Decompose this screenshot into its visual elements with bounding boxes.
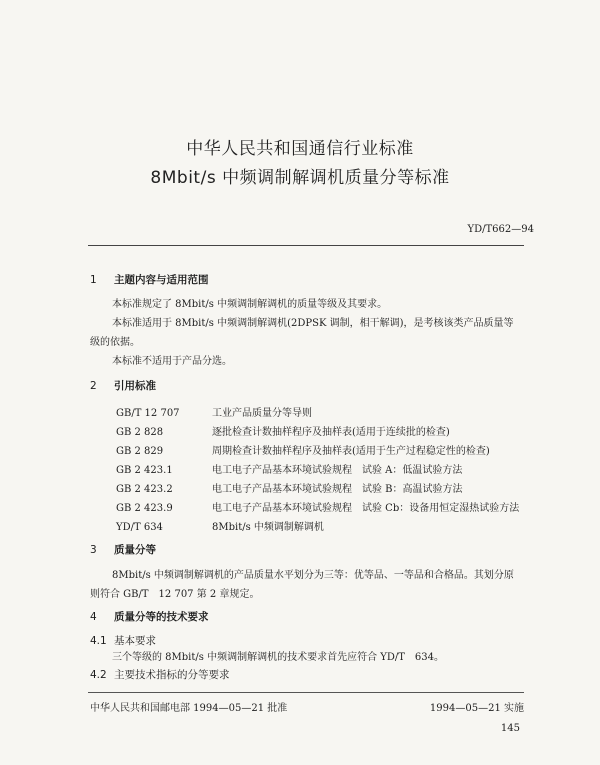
approval-note: 中华人民共和国邮电部 1994—05—21 批准 [90, 703, 288, 714]
reference-code: GB 2 423.2 [116, 484, 173, 495]
reference-text: 逐批检查计数抽样程序及抽样表(适用于连续批的检查) [212, 427, 450, 438]
section-3-para-1: 8Mbit/s 中频调制解调机的产品质量水平划分为三等：优等品、一等品和合格品。其划分原则符合 GB/T 12 707 第 2 章规定。 [90, 570, 514, 600]
reference-text: 周期检查计数抽样程序及抽样表(适用于生产过程稳定性的检查) [212, 446, 490, 457]
section-2-title: 引用标准 [114, 380, 156, 392]
reference-item [116, 461, 462, 476]
section-1-para-2: 本标准适用于 8Mbit/s 中频调制解调机(2DPSK 调制，相干解调)，是考核该类产品质量等级的依据。 [90, 318, 514, 348]
section-1-title: 主题内容与适用范围 [114, 274, 209, 286]
reference-text: 电工电子产品基本环境试验规程 试验 Cb：设备用恒定湿热试验方法 [212, 503, 520, 514]
document-number: YD/T662—94 [467, 224, 534, 235]
section-3-heading [90, 542, 156, 557]
reference-text: 工业产品质量分等导则 [212, 408, 312, 419]
subsection-4-1-para: 三个等级的 8Mbit/s 中频调制解调机的技术要求首先应符合 YD/T 634。 [112, 652, 445, 663]
section-4-number: 4 [90, 611, 97, 623]
subsection-4-1-number: 4.1 [90, 635, 107, 647]
section-4-heading [90, 609, 209, 624]
reference-item [116, 480, 463, 495]
section-1-para-1: 本标准规定了 8Mbit/s 中频调制解调机的质量等级及其要求。 [112, 299, 388, 310]
reference-item [116, 423, 450, 438]
standard-category-title: 中华人民共和国通信行业标准 [186, 139, 414, 159]
section-3-number: 3 [90, 544, 97, 556]
reference-code: YD/T 634 [116, 522, 163, 533]
reference-item [116, 404, 312, 419]
subsection-4-1-heading [90, 633, 156, 648]
reference-text: 电工电子产品基本环境试验规程 试验 B：高温试验方法 [212, 484, 463, 495]
reference-code: GB/T 12 707 [116, 408, 180, 419]
reference-text: 8Mbit/s 中频调制解调机 [212, 522, 324, 533]
implementation-date: 1994—05—21 实施 [429, 703, 524, 714]
section-2-number: 2 [90, 380, 97, 392]
reference-item [116, 442, 490, 457]
page-number: 145 [500, 723, 520, 734]
reference-item [116, 499, 519, 514]
subsection-4-2-title: 主要技术指标的分等要求 [114, 669, 230, 681]
reference-code: GB 2 423.1 [116, 465, 173, 476]
subsection-4-1-title: 基本要求 [114, 635, 156, 647]
section-2-heading [90, 378, 156, 393]
reference-code: GB 2 423.9 [116, 503, 173, 514]
footer-divider [88, 692, 524, 693]
reference-code: GB 2 829 [116, 446, 164, 457]
section-3-title: 质量分等 [114, 544, 156, 556]
reference-text: 电工电子产品基本环境试验规程 试验 A：低温试验方法 [212, 465, 463, 476]
header-divider [88, 245, 524, 246]
section-1-number: 1 [90, 274, 97, 286]
section-1-para-3: 本标准不适用于产品分选。 [112, 356, 232, 367]
section-1-heading [90, 272, 209, 287]
reference-item [116, 518, 324, 533]
subsection-4-2-number: 4.2 [90, 669, 107, 681]
section-4-title: 质量分等的技术要求 [114, 611, 209, 623]
subsection-4-2-heading [90, 667, 230, 682]
standard-title: 8Mbit/s 中频调制解调机质量分等标准 [150, 168, 450, 188]
reference-code: GB 2 828 [116, 427, 164, 438]
